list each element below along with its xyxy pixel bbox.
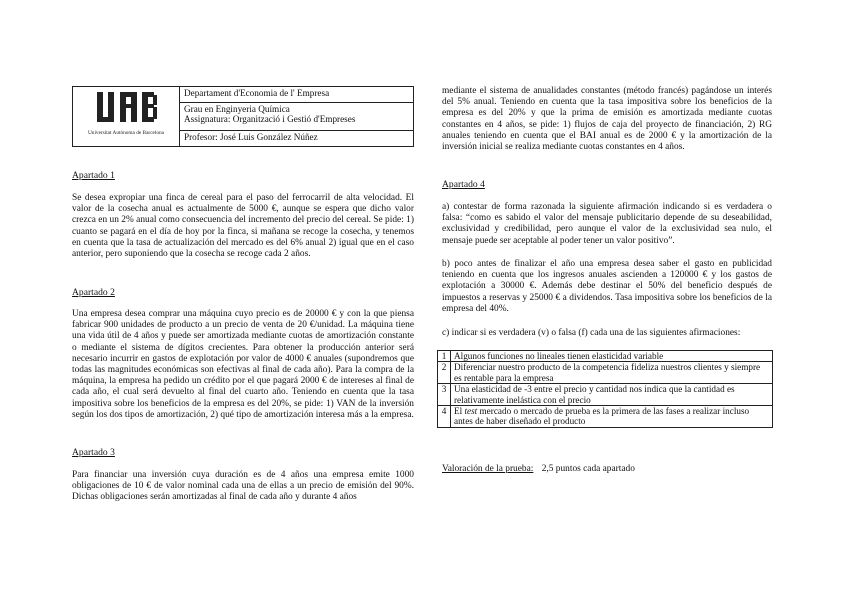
statement-number: 1 bbox=[438, 351, 451, 362]
professor-cell: Profesor: José Luis González Núñez bbox=[180, 130, 414, 146]
statements-table bbox=[437, 350, 773, 428]
apartado3-title: Apartado 3 bbox=[72, 447, 115, 458]
header-table bbox=[72, 86, 414, 147]
apartado1-text: Se desea expropiar una finca de cereal para el paso del ferrocarril de alta velocidad. El valor de la cosecha anual es actualmente de 5000 €, aunque se espera que dicho valor crezca en un 2% anual como consecuencia del incremento del precio del cereal. Se pide: 1) cuanto se pagará en el día de hoy por la finca, si mañana se recoge la cosecha, y tenemos en cuenta que la tasa de actualización del mercado es del 6% anual 2) igual que en el caso anterior, pero suponiendo que la cosecha se recoge cada 2 años. bbox=[72, 193, 414, 260]
table-row bbox=[438, 406, 773, 428]
logo-caption: Universitat Autònoma de Barcelona bbox=[87, 130, 165, 136]
apartado4-title: Apartado 4 bbox=[442, 179, 485, 190]
statement-em: test bbox=[464, 406, 478, 417]
statement-pre: El bbox=[454, 406, 465, 417]
statement-text bbox=[451, 406, 773, 428]
apartado3-text: Para financiar una inversión cuya duración es de 4 años una empresa emite 1000 obligaciones de 10 € de valor nominal cada una de ellas a un precio de emisión del 90%. Dichas obligaciones serán amortizadas al final de cada año y durante 4 años bbox=[72, 470, 414, 503]
statement-text: Diferenciar nuestro producto de la competencia fideliza nuestros clientes y siempre es rentable para la empresa bbox=[451, 362, 773, 384]
apartado4-part-b: b) poco antes de finalizar el año una empresa desea saber el gasto en publicidad teniendo en cuenta que los ingresos anuales ascienden a 120000 € y los gastos de explotación a 30000 €. Además debe destinar el 50% del beneficio después de impuestos a reservas y 25000 € a dividendos. Tasa impositiva sobre los beneficios de la empresa del 40%. bbox=[442, 259, 772, 314]
table-row bbox=[438, 351, 773, 362]
table-row bbox=[438, 362, 773, 384]
apartado4-part-a: a) contestar de forma razonada la siguiente afirmación indicando si es verdadera o falsa: “como es sabido el valor del mensaje publicitario depende de su deseabilidad, exclusividad y credibilidad, pero aunque el valor de la exclusividad sea nulo, el mensaje puede ser aceptable al poder tener un valor positivo”. bbox=[442, 202, 772, 246]
apartado2-text: Una empresa desea comprar una máquina cuyo precio es de 20000 € y con la que piensa fabricar 900 unidades de producto a un precio de venta de 20 €/unidad. La máquina tiene una vida útil de 4 años y puede ser amortizada mediante cuotas de amortización constante o mediante el sistema de dígitos crecientes. Para obtener la producción anterior será necesario incurrir en gastos de explotación por valor de 4000 € anuales (supondremos que todas las magnitudes económicas son efectivas al final de cada año). Para la compra de la máquina, la empresa ha pedido un crédito por el que pagará 2000 € de intereses al final de cada año, el cual será devuelto al final del cuarto año. Teniendo en cuenta que la tasa impositiva sobre los beneficios de la empresa es del 20%, se pide: 1) VAN de la inversión según los dos tipos de amortización, 2) qué tipo de amortización interesa más a la empresa. bbox=[72, 309, 414, 420]
subject-text: Assignatura: Organització i Gestió d'Empreses bbox=[184, 114, 356, 125]
department-cell: Departament d'Economia de l' Empresa bbox=[180, 87, 414, 103]
valoracion-value: 2,5 puntos cada apartado bbox=[541, 464, 635, 474]
statement-text: Algunos funciones no lineales tienen elasticidad variable bbox=[451, 351, 773, 362]
statement-number: 4 bbox=[438, 406, 451, 428]
apartado1-title: Apartado 1 bbox=[72, 170, 115, 181]
uab-logo-icon bbox=[73, 87, 179, 143]
apartado2-title: Apartado 2 bbox=[72, 287, 115, 298]
valoracion bbox=[442, 464, 635, 475]
statement-number: 2 bbox=[438, 362, 451, 384]
valoracion-label: Valoración de la prueba: bbox=[442, 464, 534, 474]
course-cell bbox=[180, 102, 414, 130]
degree-text: Grau en Enginyeria Química bbox=[184, 103, 290, 114]
statement-number: 3 bbox=[438, 384, 451, 406]
apartado4-part-c: c) indicar si es verdadera (v) o falsa (f) cada una de las siguientes afirmaciones: bbox=[442, 328, 741, 338]
statement-rest: mercado o mercado de prueba es la primera de las fases a realizar incluso antes de haber diseñado el producto bbox=[454, 406, 750, 427]
statement-text: Una elasticidad de -3 entre el precio y cantidad nos indica que la cantidad es relativamente inelástica con el precio bbox=[451, 384, 773, 406]
uab-logo bbox=[73, 87, 180, 147]
table-row bbox=[438, 384, 773, 406]
apartado3-continuation: mediante el sistema de anualidades constantes (método francés) pagándose un interés del 5% anual. Teniendo en cuenta que la tasa impositiva sobre los beneficios de la empresa es del 20% y que la prima de emisión es amortizada mediante cuotas constantes en 4 años, se pide: 1) flujos de caja del proyecto de financiación, 2) RG anuales teniendo en cuenta que el BAI anual es de 2000 € y la amortización de la inversión inicial se realiza mediante cuotas constantes en 4 años. bbox=[442, 86, 772, 153]
